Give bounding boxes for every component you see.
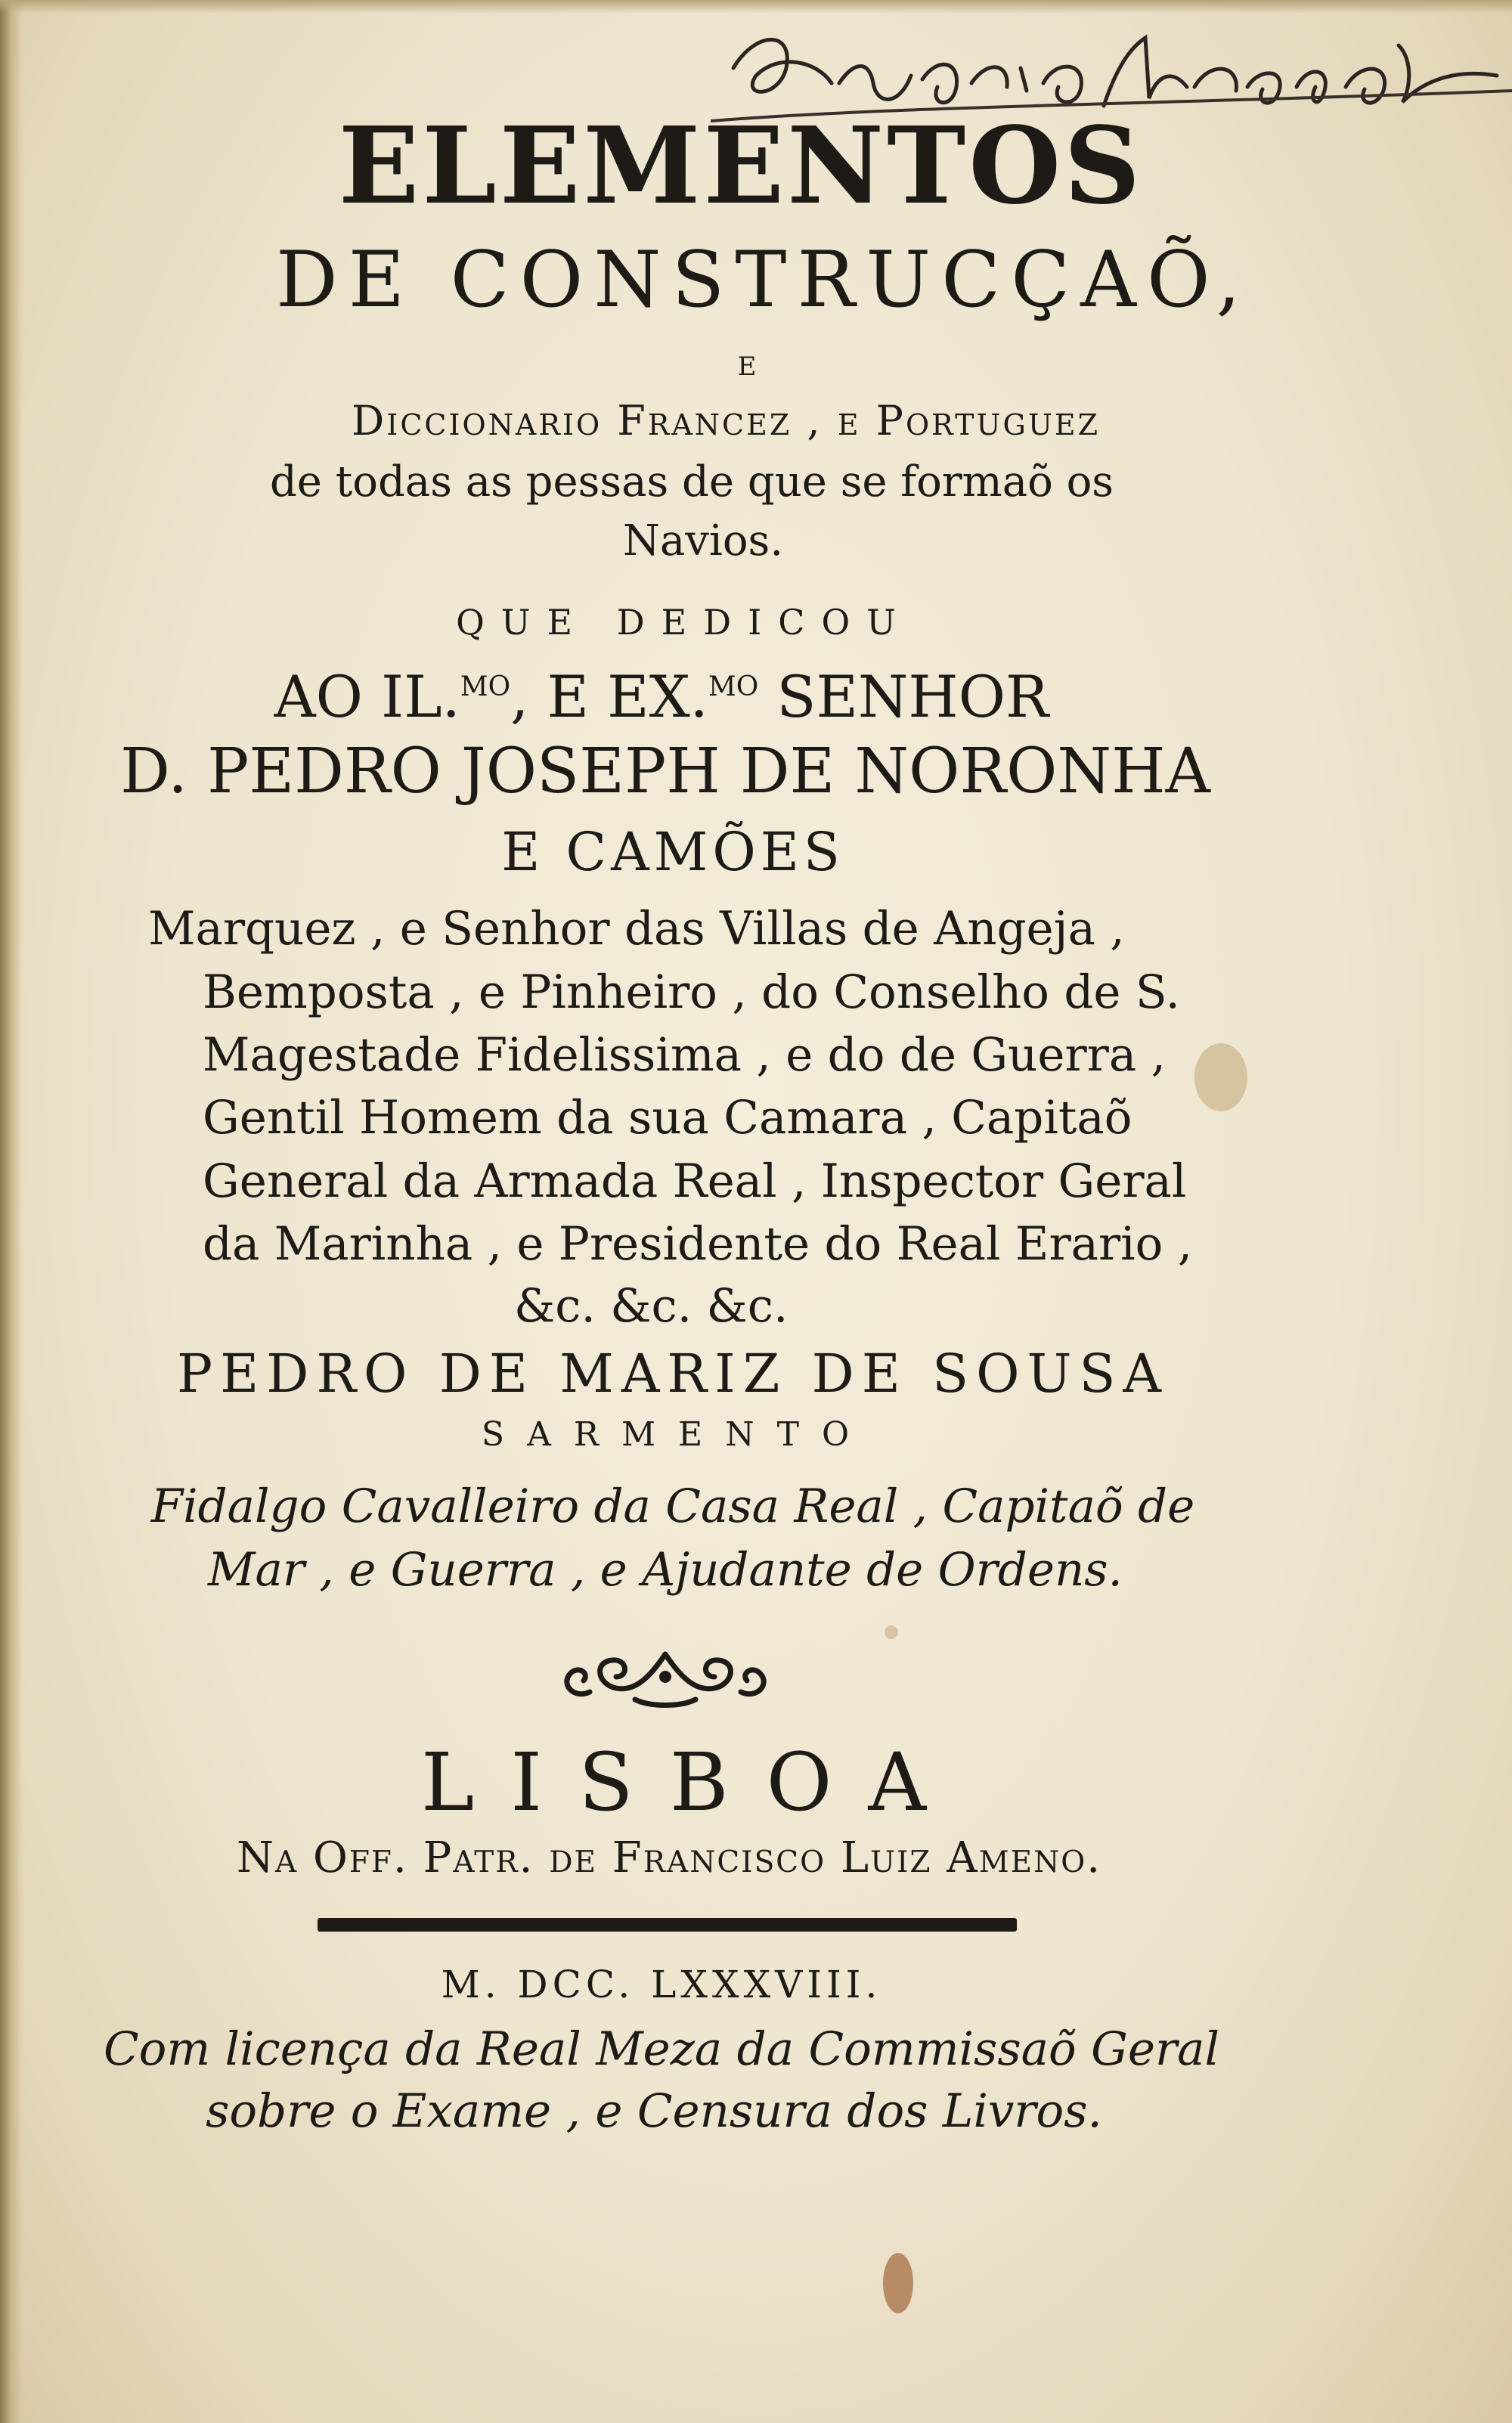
subtitle-line-2: de todas as pessas de que se formaõ os bbox=[269, 457, 1114, 507]
imprint-year: M. DCC. LXXXVIII. bbox=[441, 1963, 882, 2006]
subtitle-line-3: Navios. bbox=[622, 516, 784, 565]
author-name: PEDRO DE MARIZ DE SOUSA bbox=[177, 1343, 1169, 1405]
author-title-line: Fidalgo Cavalleiro da Casa Real , Capitaõ de bbox=[150, 1480, 1195, 1533]
license-line: Com licença da Real Meza da Commissaõ Geral bbox=[103, 2022, 1220, 2076]
horizontal-rule bbox=[318, 1918, 1017, 1932]
foxing-stain bbox=[883, 2253, 913, 2313]
patron-name: D. PEDRO JOSEPH DE NORONHA bbox=[120, 736, 1210, 807]
author-surname: SARMENTO bbox=[481, 1415, 872, 1454]
title-line-2: DE CONSTRUCÇAÕ, bbox=[275, 235, 1252, 325]
addressee-line bbox=[0, 663, 1418, 730]
scroll-ornament-icon bbox=[544, 1639, 786, 1715]
dedication-intro: QUE DEDICOU bbox=[456, 602, 912, 643]
author-title-line: Mar , e Guerra , e Ajudante de Ordens. bbox=[208, 1543, 1123, 1597]
imprint-printer: Na Off. Patr. de Francisco Luiz Ameno. bbox=[236, 1833, 1101, 1882]
patron-title-line: General da Armada Real , Inspector Geral bbox=[203, 1154, 1187, 1208]
page-top-shadow bbox=[0, 0, 1512, 14]
title-line-1: ELEMENTOS bbox=[338, 104, 1144, 228]
patron-title-line: Gentil Homem da sua Camara , Capitaõ bbox=[203, 1091, 1132, 1145]
patron-title-line: &c. &c. &c. bbox=[514, 1279, 789, 1333]
addressee-prefix: AO IL. bbox=[274, 663, 460, 730]
license-line: sobre o Exame , e Censura dos Livros. bbox=[206, 2084, 1102, 2138]
patron-title-line: Marquez , e Senhor das Villas de Angeja , bbox=[148, 902, 1125, 956]
patron-title-line: Bemposta , e Pinheiro , do Conselho de S. bbox=[203, 965, 1180, 1019]
imprint-city: LISBOA bbox=[420, 1736, 963, 1829]
addressee-sup-2: MO bbox=[708, 671, 759, 702]
patron-title-line: Magestade Fidelissima , e do de Guerra , bbox=[203, 1028, 1166, 1082]
foxing-stain bbox=[885, 1625, 898, 1639]
addressee-sup-1: MO bbox=[460, 671, 511, 702]
addressee-suffix: SENHOR bbox=[758, 663, 1049, 730]
patron-surname: E CAMÕES bbox=[501, 821, 844, 883]
addressee-mid: , E EX. bbox=[510, 663, 708, 730]
subtitle-line-1: Diccionario Francez , e Portuguez bbox=[352, 397, 1100, 445]
conjunction-e: E bbox=[737, 352, 760, 382]
patron-title-line: da Marinha , e Presidente do Real Erario , bbox=[203, 1217, 1193, 1271]
